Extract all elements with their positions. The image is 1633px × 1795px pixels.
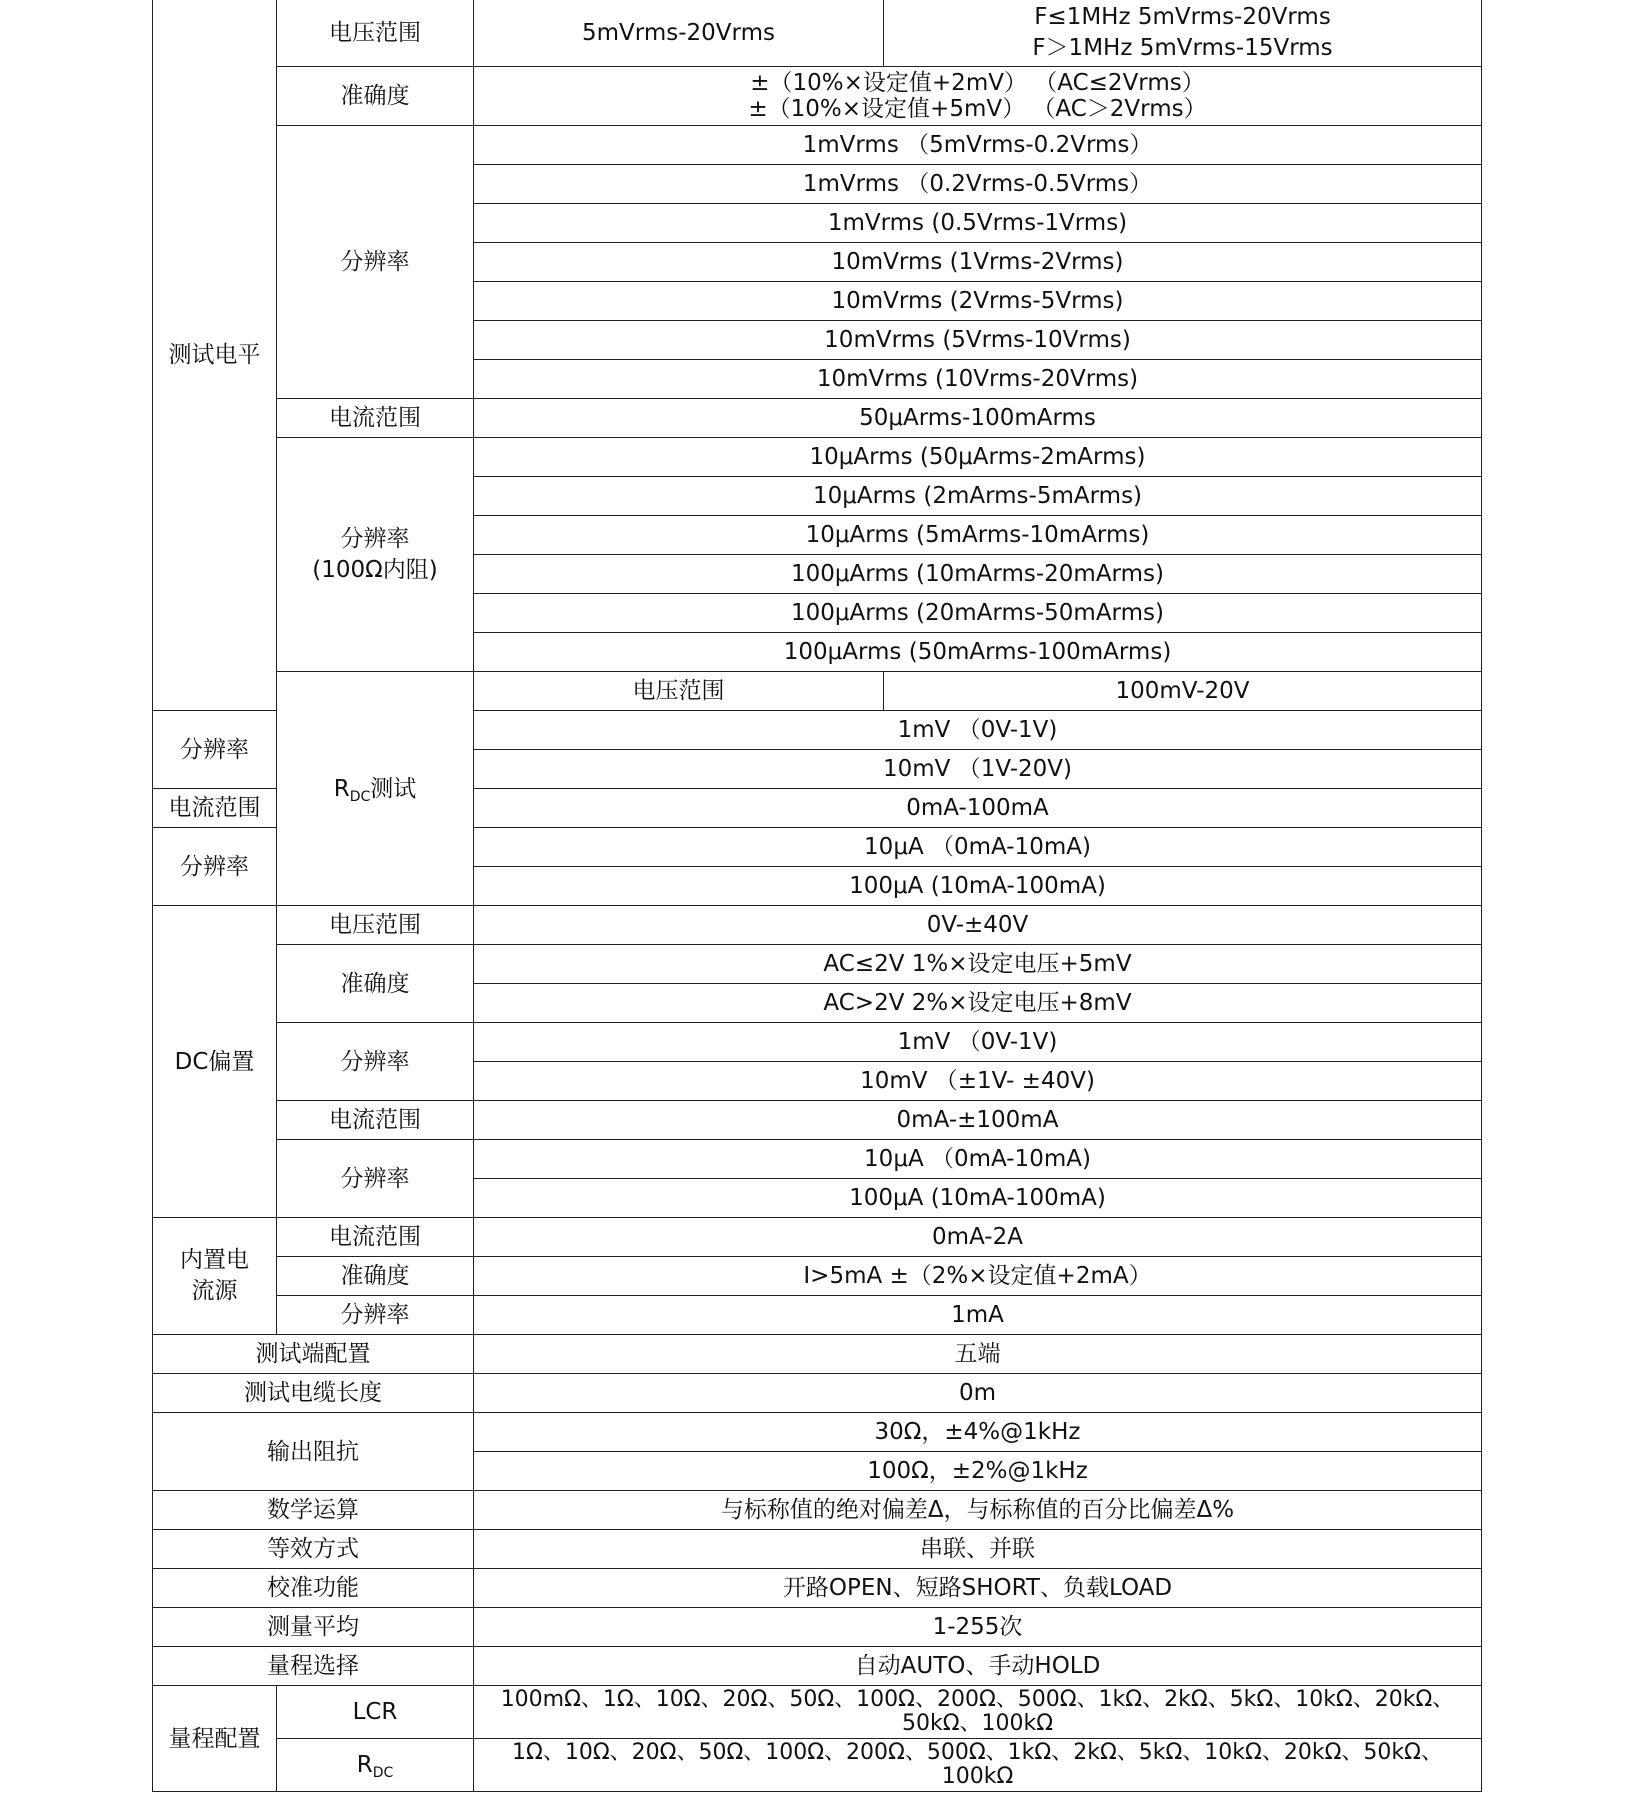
rdc-voltage-range-value: 100mV-20V (884, 672, 1482, 711)
current-range-label: 电流范围 (277, 399, 474, 438)
rdc-current-resolution-row: 10μA （0mA-10mA) (474, 828, 1482, 867)
dc-voltage-range-label: 电压范围 (277, 906, 474, 945)
group-test-level: 测试电平 (153, 0, 277, 711)
dc-current-range-label: 电流范围 (277, 1101, 474, 1140)
dc-voltage-resolution-label: 分辨率 (277, 1023, 474, 1101)
voltage-range-label: 电压范围 (277, 0, 474, 67)
dc-voltage-resolution-row: 1mV （0V-1V) (474, 1023, 1482, 1062)
range-config-lcr-label: LCR (277, 1686, 474, 1739)
voltage-resolution-label: 分辨率 (277, 126, 474, 399)
dc-accuracy-row: AC>2V 2%×设定电压+8mV (474, 984, 1482, 1023)
range-select-value: 自动AUTO、手动HOLD (474, 1647, 1482, 1686)
cable-length-label: 测试电缆长度 (153, 1374, 474, 1413)
accuracy-value (474, 67, 1482, 126)
output-impedance-row: 100Ω，±2%@1kHz (474, 1452, 1482, 1491)
current-range-value: 50μArms-100mArms (474, 399, 1482, 438)
current-resolution-label (277, 438, 474, 672)
range-config-rdc-value: 1Ω、10Ω、20Ω、50Ω、100Ω、200Ω、500Ω、1kΩ、2kΩ、5kΩ、10kΩ、20kΩ、50kΩ、100kΩ (474, 1739, 1482, 1792)
voltage-resolution-row: 1mVrms (0.5Vrms-1Vrms) (474, 204, 1482, 243)
accuracy-line-1: ±（10%×设定值+2mV） （AC≤2Vrms） (750, 70, 1205, 96)
cs-resolution-label: 分辨率 (277, 1296, 474, 1335)
voltage-resolution-row: 10mVrms (1Vrms-2Vrms) (474, 243, 1482, 282)
spec-table (152, 0, 1482, 1792)
rdc-current-resolution-row: 100μA (10mA-100mA) (474, 867, 1482, 906)
output-impedance-row: 30Ω，±4%@1kHz (474, 1413, 1482, 1452)
cs-current-range-label: 电流范围 (277, 1218, 474, 1257)
range-config-rdc-r: R (356, 1752, 373, 1778)
range-config-rdc-label (277, 1739, 474, 1792)
rdc-voltage-resolution-row: 1mV （0V-1V) (474, 711, 1482, 750)
rdc-voltage-resolution-label: 分辨率 (153, 711, 277, 789)
voltage-range-value: 5mVrms-20Vrms (474, 0, 884, 67)
dc-accuracy-label: 准确度 (277, 945, 474, 1023)
voltage-resolution-row: 1mVrms （5mVrms-0.2Vrms） (474, 126, 1482, 165)
freq-line-1: F≤1MHz 5mVrms-20Vrms (1034, 3, 1331, 30)
current-resolution-row: 10μArms (5mArms-10mArms) (474, 516, 1482, 555)
output-impedance-label: 输出阻抗 (153, 1413, 474, 1491)
voltage-resolution-row: 1mVrms （0.2Vrms-0.5Vrms） (474, 165, 1482, 204)
calibration-label: 校准功能 (153, 1569, 474, 1608)
rdc-current-range-label: 电流范围 (153, 789, 277, 828)
voltage-range-freq (884, 0, 1482, 67)
rdc-sub: DC (349, 788, 371, 805)
terminal-config-value: 五端 (474, 1335, 1482, 1374)
range-config-rdc-sub: DC (372, 1765, 394, 1781)
group-current-source (153, 1218, 277, 1335)
equivalent-label: 等效方式 (153, 1530, 474, 1569)
dc-current-resolution-row: 100μA (10mA-100mA) (474, 1179, 1482, 1218)
range-config-label: 量程配置 (153, 1686, 277, 1792)
rdc-voltage-range-label: 电压范围 (474, 672, 884, 711)
dc-current-resolution-row: 10μA （0mA-10mA) (474, 1140, 1482, 1179)
cable-length-value: 0m (474, 1374, 1482, 1413)
dc-current-range-value: 0mA-±100mA (474, 1101, 1482, 1140)
voltage-resolution-row: 10mVrms (10Vrms-20Vrms) (474, 360, 1482, 399)
current-resolution-row: 10μArms (2mArms-5mArms) (474, 477, 1482, 516)
current-resolution-label-line-1: 分辨率 (340, 525, 410, 552)
cs-accuracy-value: I>5mA ±（2%×设定值+2mA） (474, 1257, 1482, 1296)
voltage-resolution-row: 10mVrms (2Vrms-5Vrms) (474, 282, 1482, 321)
current-resolution-row: 100μArms (10mArms-20mArms) (474, 555, 1482, 594)
voltage-resolution-row: 10mVrms (5Vrms-10Vrms) (474, 321, 1482, 360)
freq-line-2: F＞1MHz 5mVrms-15Vrms (1032, 34, 1333, 61)
calibration-value: 开路OPEN、短路SHORT、负载LOAD (474, 1569, 1482, 1608)
dc-voltage-range-value: 0V-±40V (474, 906, 1482, 945)
dc-accuracy-row: AC≤2V 1%×设定电压+5mV (474, 945, 1482, 984)
math-label: 数学运算 (153, 1491, 474, 1530)
averaging-label: 测量平均 (153, 1608, 474, 1647)
cs-current-range-value: 0mA-2A (474, 1218, 1482, 1257)
equivalent-value: 串联、并联 (474, 1530, 1482, 1569)
group-current-source-line-1: 内置电 (180, 1247, 249, 1273)
terminal-config-label: 测试端配置 (153, 1335, 474, 1374)
current-resolution-row: 10μArms (50μArms-2mArms) (474, 438, 1482, 477)
current-resolution-label-line-2: (100Ω内阻) (312, 556, 438, 583)
averaging-value: 1-255次 (474, 1608, 1482, 1647)
current-resolution-row: 100μArms (20mArms-50mArms) (474, 594, 1482, 633)
group-dc-bias: DC偏置 (153, 906, 277, 1218)
cs-resolution-value: 1mA (474, 1296, 1482, 1335)
rdc-r: R (333, 775, 350, 802)
range-config-lcr-value: 100mΩ、1Ω、10Ω、20Ω、50Ω、100Ω、200Ω、500Ω、1kΩ、2kΩ、5kΩ、10kΩ、20kΩ、50kΩ、100kΩ (474, 1686, 1482, 1739)
rdc-suffix: 测试 (370, 775, 417, 802)
math-value: 与标称值的绝对偏差Δ，与标称值的百分比偏差Δ% (474, 1491, 1482, 1530)
current-resolution-row: 100μArms (50mArms-100mArms) (474, 633, 1482, 672)
accuracy-line-2: ±（10%×设定值+5mV） （AC＞2Vrms） (748, 96, 1207, 122)
dc-current-resolution-label: 分辨率 (277, 1140, 474, 1218)
rdc-current-resolution-label: 分辨率 (153, 828, 277, 906)
group-rdc-test (277, 672, 474, 906)
cs-accuracy-label: 准确度 (277, 1257, 474, 1296)
range-select-label: 量程选择 (153, 1647, 474, 1686)
accuracy-label: 准确度 (277, 67, 474, 126)
dc-voltage-resolution-row: 10mV （±1V- ±40V) (474, 1062, 1482, 1101)
rdc-voltage-resolution-row: 10mV （1V-20V) (474, 750, 1482, 789)
group-current-source-line-2: 流源 (191, 1278, 238, 1304)
rdc-current-range-value: 0mA-100mA (474, 789, 1482, 828)
